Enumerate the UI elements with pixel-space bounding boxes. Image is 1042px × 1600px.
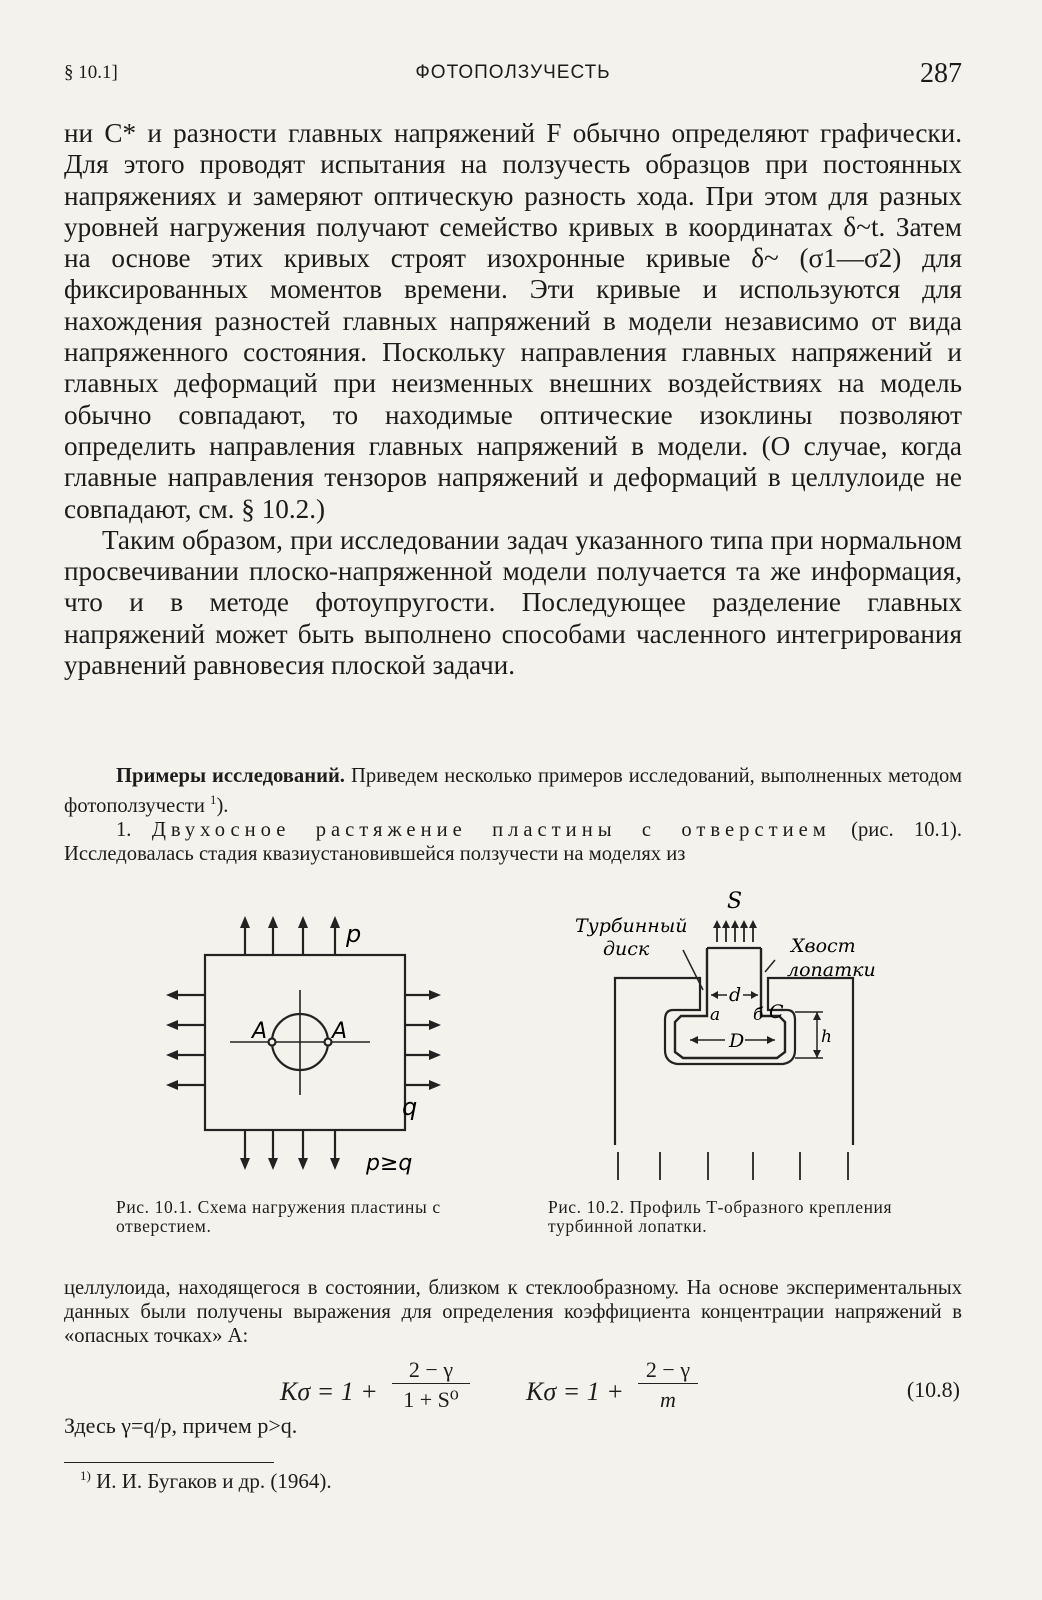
- paragraph-3: целлулоида, находящегося в состоянии, близком к стеклообразному. На основе экспериментальных данных были получены выражения для определения коэффициента концентрации напряжений в «опасных точках» A:: [64, 1277, 962, 1347]
- k1-numerator: 2 − γ: [392, 1357, 470, 1384]
- label-q: q: [402, 1093, 418, 1121]
- equation-number: (10.8): [906, 1377, 960, 1402]
- figure-10-1: [160, 910, 480, 1190]
- figure-10-2: [565, 880, 885, 1180]
- label-d-small: d: [729, 984, 742, 1006]
- left-load-arrows: [172, 995, 205, 1085]
- label-a-left: A: [252, 1019, 268, 1044]
- k2-numerator: 2 − γ: [638, 1357, 698, 1384]
- label-a: а: [710, 1005, 721, 1025]
- page-number: 287: [920, 58, 962, 89]
- label-c: С: [769, 1001, 784, 1023]
- item-1-title: Двухосное растяжение пластины с отверстием: [151, 818, 831, 841]
- label-s: S: [727, 889, 743, 914]
- page-title: ФОТОПОЛЗУЧЕСТЬ: [415, 62, 611, 83]
- main-text: [64, 118, 962, 681]
- label-p: p: [346, 920, 362, 948]
- paragraph-2: Таким образом, при исследовании задач указанного типа при нормальном просвечивании плоско-напряженной модели получается та же информация, что и в методе фотоупругости. Последующее разделение главных напряжений может быть выполнено способами часленного интегрирования уравнений равновесия плоской задачи.: [64, 524, 962, 681]
- examples-body: Приведем несколько примеров исследований, выполненных методом фотоползучести: [64, 765, 962, 817]
- footnote: [80, 1468, 332, 1494]
- label-disk-line1: Турбинный: [575, 915, 688, 937]
- figure-10-1-caption: Рис. 10.1. Схема нагружения пластины с отверстием.: [116, 1197, 441, 1236]
- label-disk-line2: диск: [603, 938, 650, 960]
- top-load-arrows: [245, 922, 335, 955]
- item-1-text: (рис. 10.1). Исследовалась стадия квазиустановившейся ползучести на моделях из: [64, 818, 963, 865]
- footnote-text: И. И. Бугаков и др. (1964).: [96, 1469, 332, 1493]
- right-load-arrows: [405, 995, 435, 1085]
- examples-end: ).: [216, 794, 229, 817]
- k2-lhs: Kσ = 1 +: [526, 1377, 624, 1406]
- footnote-divider: [64, 1462, 274, 1463]
- label-tail-line2: лопатки: [787, 959, 876, 981]
- bottom-load-arrows: [245, 1130, 335, 1164]
- section-ref: § 10.1]: [64, 62, 118, 83]
- paragraph-1: ни C* и разности главных напряжений F обычно определяют графически. Для этого проводят испытания на ползучесть образцов при постоянных напряжениях и замеряют оптическую разность хода. При этом для разных уровней нагружения получают семейство кривых в координатах δ~t. Затем на основе этих кривых строят изохронные кривые δ~ (σ1—σ2) для фиксированных моментов времени. Эти кривые и используются для нахождения разностей главных напряжений в модели независимо от вида напряженного состояния. Поскольку направления главных напряжений и главных деформаций при неизменных внешних воздействиях на модель обычно совпадают, то находимые оптические изоклины позволяют определить направления главных напряжений в модели. (О случае, когда главные направления тензоров напряжений и деформаций в целлулоиде не совпадают, см. § 10.2.): [64, 118, 962, 524]
- footnote-mark: 1): [80, 1468, 91, 1483]
- label-b: б: [753, 1005, 764, 1025]
- label-tail-line1: Хвост: [791, 935, 856, 957]
- label-h: h: [821, 1027, 832, 1047]
- item-1-paragraph: [64, 818, 962, 866]
- label-d-big: D: [729, 1030, 745, 1052]
- examples-paragraph: [64, 764, 962, 818]
- label-condition: p≥q: [366, 1151, 413, 1176]
- continuation-text: [64, 1276, 962, 1348]
- footnote-ref: 1: [210, 793, 217, 807]
- k2-denominator: m: [660, 1387, 676, 1412]
- figure-10-2-caption: Рис. 10.2. Профиль Т-образного крепления турбинной лопатки.: [548, 1197, 893, 1236]
- item-1-number: 1.: [116, 818, 132, 841]
- examples-heading: Примеры исследований.: [116, 765, 345, 787]
- k1-denominator: 1 + S⁰: [403, 1387, 459, 1412]
- label-a-right: A: [332, 1019, 348, 1044]
- note-text: Здесь γ=q/p, причем p>q.: [64, 1413, 298, 1438]
- k1-lhs: Kσ = 1 +: [280, 1377, 378, 1406]
- examples-text: [64, 764, 962, 866]
- running-head: [64, 58, 962, 98]
